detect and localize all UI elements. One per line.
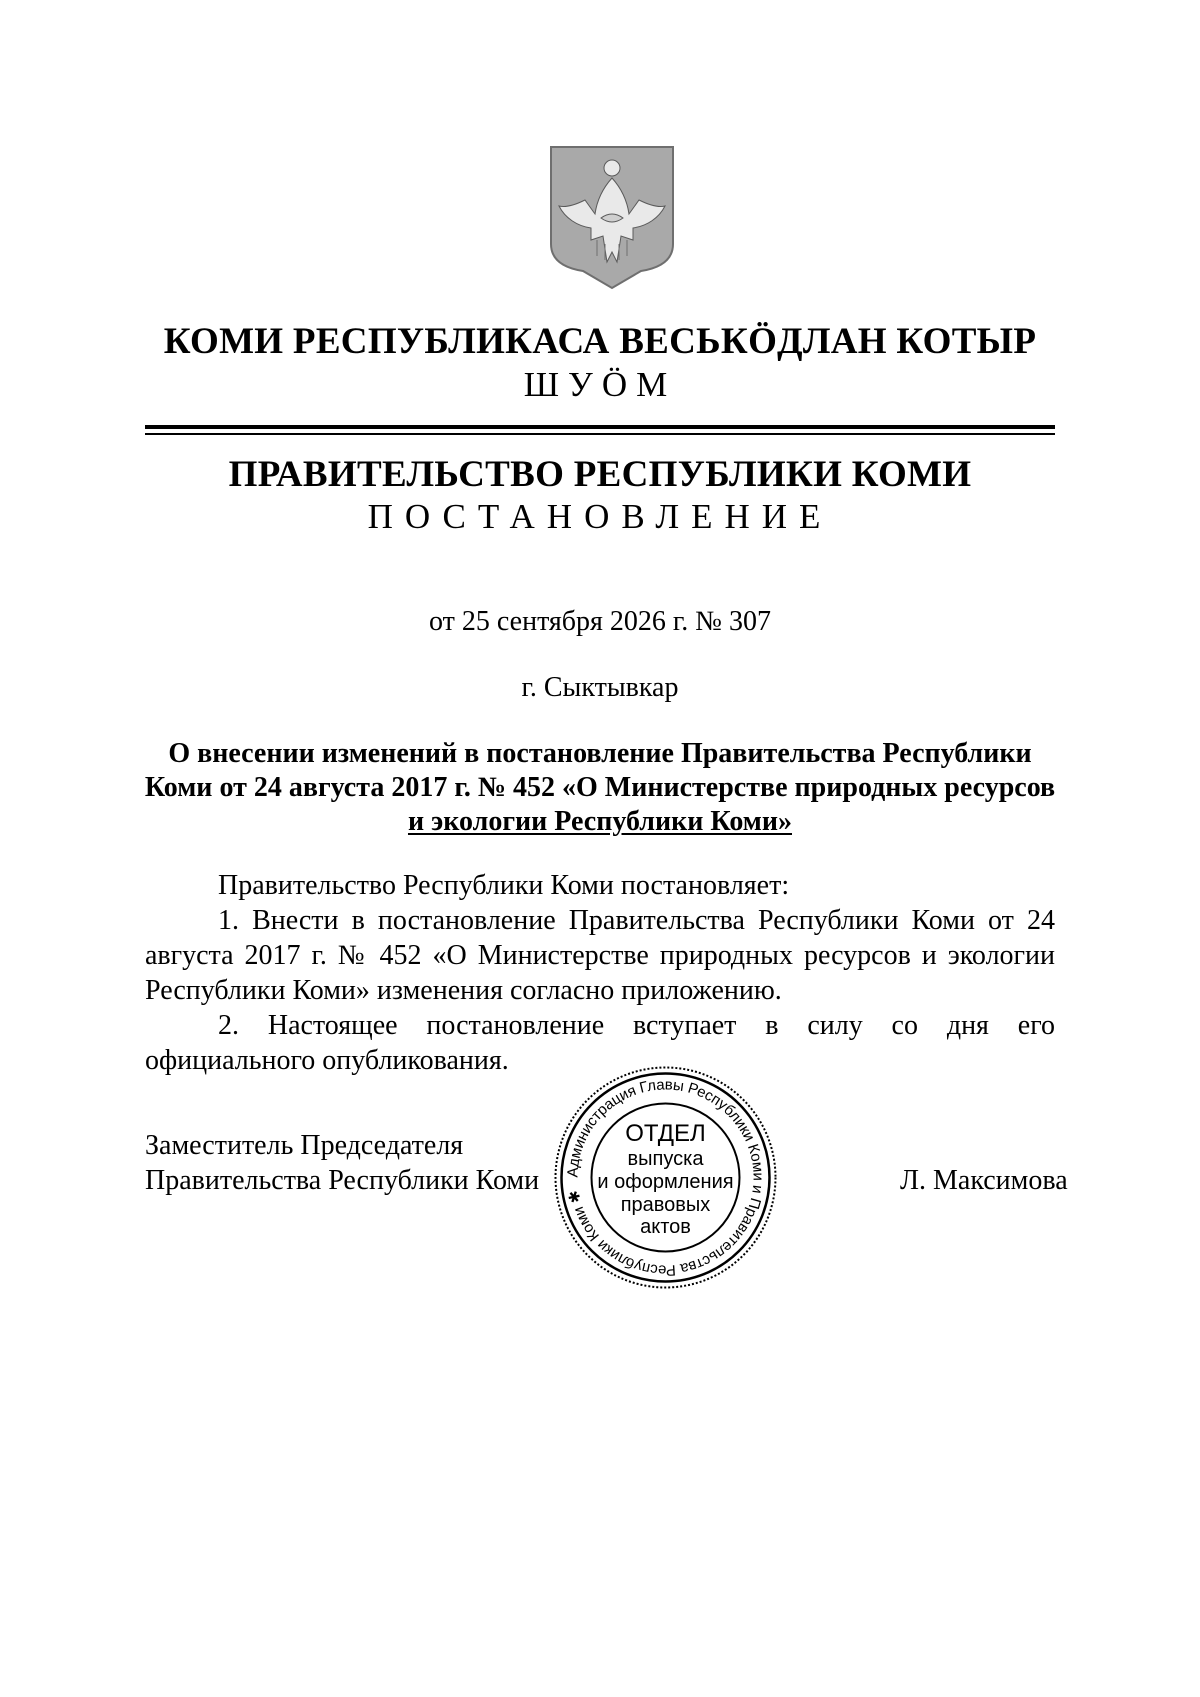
stamp-center-line-2: выпуска — [627, 1148, 704, 1170]
subject-line-3-wrap — [0, 804, 1200, 839]
subject-line-3: и экологии Республики Коми» — [407, 806, 792, 837]
signatory-name: Л. Максимова — [900, 1165, 1068, 1196]
signatory-position-line-1: Заместитель Председателя — [145, 1130, 464, 1161]
document-date-number: от 25 сентября 2026 г. № 307 — [429, 606, 771, 637]
document-city: г. Сыктывкар — [521, 672, 679, 703]
body-intro: Правительство Республики Коми постановляет: — [218, 870, 790, 901]
header-divider-thick — [145, 425, 1055, 429]
coat-of-arms-icon — [547, 144, 677, 290]
stamp-center-line-5: актов — [640, 1216, 691, 1238]
subject-line-2: Коми от 24 августа 2017 г. № 452 «О Министерстве природных ресурсов — [144, 772, 1056, 803]
signatory-position-line-2: Правительства Республики Коми — [145, 1165, 540, 1196]
body-item-1: 1. Внести в постановление Правительства Республики Коми от 24 августа 2017 г. № 452 «О Министерстве природных ресурсов и экологии Республики Коми» изменения согласно приложению. — [145, 905, 1055, 1006]
header-divider-thin — [145, 433, 1055, 435]
body-item-2: 2. Настоящее постановление вступает в силу со дня его официального опубликования. — [145, 1010, 1055, 1076]
stamp-center-line-3: и оформления — [597, 1171, 734, 1193]
stamp-ring-text: Администрация Главы Республики Коми и Правительства Республики Коми ✱ — [564, 1076, 767, 1279]
official-stamp — [553, 1065, 778, 1290]
russian-government-title: ПРАВИТЕЛЬСТВО РЕСПУБЛИКИ КОМИ — [228, 454, 972, 495]
komi-document-type: ШУӦМ — [523, 365, 677, 404]
komi-government-title: КОМИ РЕСПУБЛИКАСА ВЕСЬКӦДЛАН КОТЫР — [163, 321, 1037, 362]
stamp-center-line-4: правовых — [620, 1194, 711, 1216]
subject-line-1: О внесении изменений в постановление Правительства Республики — [168, 738, 1032, 769]
stamp-center-line-1: ОТДЕЛ — [625, 1120, 706, 1147]
russian-document-type: ПОСТАНОВЛЕНИЕ — [367, 497, 833, 536]
